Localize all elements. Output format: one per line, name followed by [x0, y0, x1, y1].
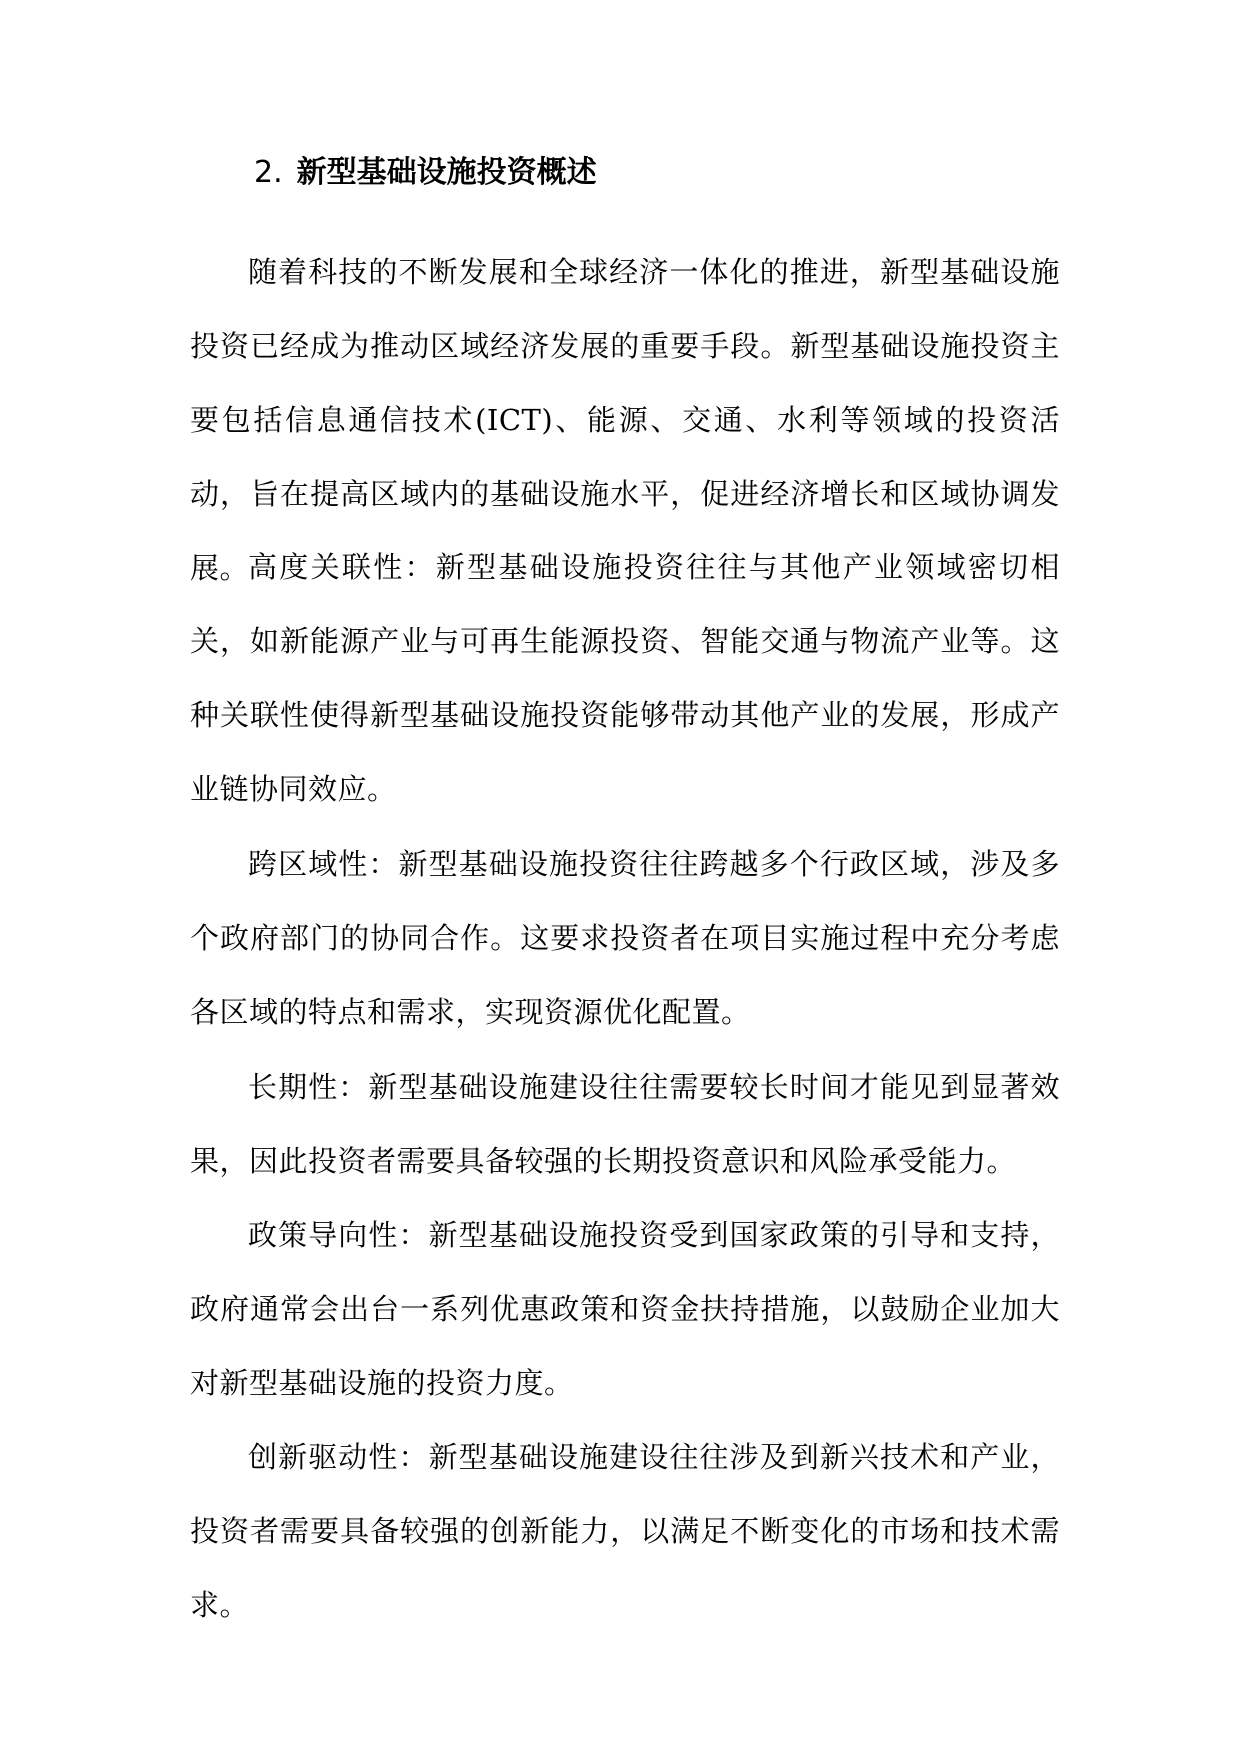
paragraph-cross-region: 跨区域性：新型基础设施投资往往跨越多个行政区域，涉及多个政府部门的协同合作。这要求投资者在项目实施过程中充分考虑各区域的特点和需求，实现资源优化配置。 [190, 847, 1060, 1029]
section-heading [254, 153, 597, 193]
section-number: 2. [254, 155, 283, 190]
paragraph-innovation: 创新驱动性：新型基础设施建设往往涉及到新兴技术和产业，投资者需要具备较强的创新能力，以满足不断变化的市场和技术需求。 [190, 1440, 1060, 1622]
paragraph-long-term: 长期性：新型基础设施建设往往需要较长时间才能见到显著效果，因此投资者需要具备较强的长期投资意识和风险承受能力。 [190, 1070, 1060, 1178]
paragraph-policy: 政策导向性：新型基础设施投资受到国家政策的引导和支持，政府通常会出台一系列优惠政策和资金扶持措施，以鼓励企业加大对新型基础设施的投资力度。 [190, 1218, 1060, 1400]
section-title: 新型基础设施投资概述 [296, 155, 597, 190]
paragraph-relevance: 高度关联性：新型基础设施投资往往与其他产业领域密切相关，如新能源产业与可再生能源投资、智能交通与物流产业等。这种关联性使得新型基础设施投资能够带动其他产业的发展，形成产业链协同效应。 [190, 550, 1060, 806]
paragraph-intro: 随着科技的不断发展和全球经济一体化的推进，新型基础设施投资已经成为推动区域经济发展的重要手段。新型基础设施投资主要包括信息通信技术(ICT)、能源、交通、水利等领域的投资活动，旨在提高区域内的基础设施水平，促进经济增长和区域协调发展。 [190, 255, 1060, 585]
document-body [190, 235, 1060, 1622]
